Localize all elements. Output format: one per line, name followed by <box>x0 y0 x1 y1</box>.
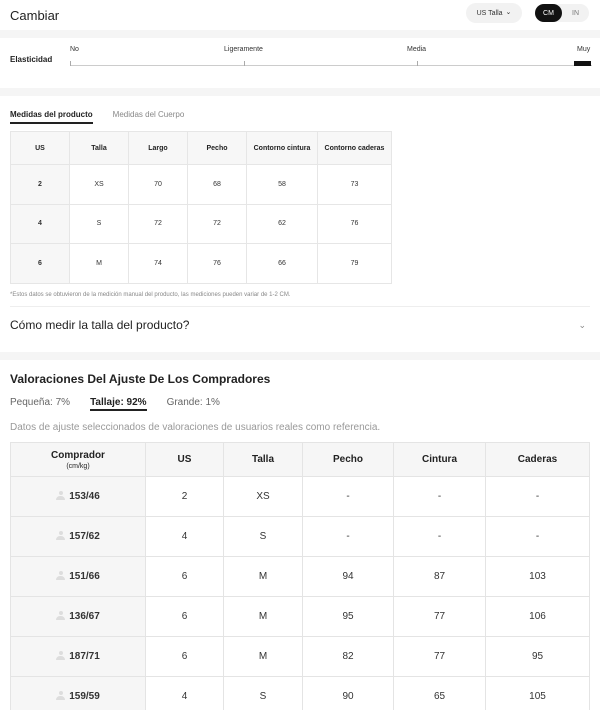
table-cell: 76 <box>188 244 247 284</box>
table-cell: 87 <box>394 557 486 597</box>
table-cell: 66 <box>247 244 318 284</box>
fit-ratings-title: Valoraciones Del Ajuste De Los Compradores <box>10 372 271 386</box>
buyer-measurements: 159/59 <box>69 691 100 702</box>
table-cell: 4 <box>146 517 224 557</box>
table-row <box>11 204 392 244</box>
table-cell: 6 <box>146 637 224 677</box>
table-cell: 6 <box>11 244 70 284</box>
elasticity-level-slight: Ligeramente <box>224 46 263 53</box>
column-header: Cintura <box>394 443 486 477</box>
column-header: Contorno caderas <box>318 132 392 165</box>
column-header: Pecho <box>303 443 394 477</box>
user-icon <box>56 691 65 700</box>
table-header-row <box>11 443 590 477</box>
how-to-measure-label: Cómo medir la talla del producto? <box>10 318 190 332</box>
elasticity-tick <box>70 61 71 66</box>
table-row <box>11 597 590 637</box>
buyer-measurements: 157/62 <box>69 531 100 542</box>
column-header: Comprador <box>51 449 105 461</box>
size-system-label: US Talla <box>476 9 503 17</box>
table-cell: 79 <box>318 244 392 284</box>
table-cell: XS <box>70 165 129 205</box>
table-cell: - <box>486 477 590 517</box>
column-header: Talla <box>224 443 303 477</box>
elasticity-tick <box>244 61 245 66</box>
table-cell: M <box>224 597 303 637</box>
fit-true-to-size: Tallaje: 92% <box>90 397 147 411</box>
table-cell: 6 <box>146 557 224 597</box>
table-row <box>11 244 392 284</box>
buyer-cell <box>11 477 146 517</box>
table-cell: - <box>303 517 394 557</box>
table-cell: 94 <box>303 557 394 597</box>
product-size-table <box>10 131 392 284</box>
column-header: US <box>146 443 224 477</box>
table-cell: 4 <box>11 204 70 244</box>
elasticity-scale-line <box>70 65 592 66</box>
table-cell: 95 <box>303 597 394 637</box>
table-cell: S <box>70 204 129 244</box>
elasticity-level-medium: Media <box>407 46 427 53</box>
table-cell: 6 <box>146 597 224 637</box>
table-row <box>11 477 590 517</box>
elasticity-section <box>0 38 600 88</box>
table-cell: 74 <box>129 244 188 284</box>
table-cell: 77 <box>394 597 486 637</box>
buyer-cell <box>11 637 146 677</box>
size-chart-section <box>0 96 600 352</box>
table-cell: 106 <box>486 597 590 637</box>
fit-description: Datos de ajuste seleccionados de valoraciones de usuarios reales como referencia. <box>10 422 381 433</box>
elasticity-label: Elasticidad <box>10 55 53 64</box>
header-bar <box>0 0 600 30</box>
elasticity-level-very: Muy <box>577 46 591 53</box>
table-cell: - <box>394 517 486 557</box>
table-cell: S <box>224 677 303 710</box>
table-cell: 90 <box>303 677 394 710</box>
table-cell: - <box>394 477 486 517</box>
fit-small: Pequeña: 7% <box>10 397 71 408</box>
column-header: Caderas <box>486 443 590 477</box>
table-cell: 95 <box>486 637 590 677</box>
table-cell: 58 <box>247 165 318 205</box>
page-title: Cambiar <box>10 7 60 23</box>
table-row <box>11 637 590 677</box>
table-cell: M <box>224 637 303 677</box>
column-header-unit: (cm/kg) <box>66 462 90 470</box>
elasticity-selected-marker <box>574 61 591 66</box>
table-row <box>11 165 392 205</box>
chevron-down-icon: ⌄ <box>578 319 586 330</box>
chevron-down-icon: ⌄ <box>505 9 512 16</box>
buyer-cell <box>11 517 146 557</box>
user-icon <box>56 611 65 620</box>
buyer-cell <box>11 557 146 597</box>
user-icon <box>56 531 65 540</box>
table-row <box>11 557 590 597</box>
elasticity-level-no: No <box>70 46 79 53</box>
unit-in-option[interactable]: IN <box>572 9 579 17</box>
table-cell: 2 <box>11 165 70 205</box>
table-cell: 105 <box>486 677 590 710</box>
table-cell: 72 <box>129 204 188 244</box>
user-icon <box>56 491 65 500</box>
buyer-cell <box>11 597 146 637</box>
unit-cm-option[interactable]: CM <box>535 4 562 22</box>
table-cell: 77 <box>394 637 486 677</box>
table-row <box>11 517 590 557</box>
table-cell: S <box>224 517 303 557</box>
buyer-fit-table <box>10 442 590 710</box>
table-cell: 82 <box>303 637 394 677</box>
table-row <box>11 677 590 710</box>
buyer-measurements: 151/66 <box>69 571 100 582</box>
fit-summary <box>10 397 590 411</box>
table-cell: - <box>303 477 394 517</box>
table-cell: 4 <box>146 677 224 710</box>
table-cell: 65 <box>394 677 486 710</box>
column-header: Talla <box>70 132 129 165</box>
buyer-measurements: 187/71 <box>69 651 100 662</box>
fit-large: Grande: 1% <box>166 397 220 408</box>
table-cell: 2 <box>146 477 224 517</box>
table-cell: 76 <box>318 204 392 244</box>
column-header-buyer <box>11 443 146 477</box>
measurement-note: *Estos datos se obtuvieron de la medición manual del producto, las mediciones pueden variar de 1-2 CM. <box>10 291 291 298</box>
column-header: Largo <box>129 132 188 165</box>
table-cell: 73 <box>318 165 392 205</box>
fit-ratings-section <box>0 360 600 710</box>
table-cell: - <box>486 517 590 557</box>
elasticity-tick <box>417 61 418 66</box>
buyer-measurements: 136/67 <box>69 611 100 622</box>
how-to-measure-row[interactable] <box>10 306 590 344</box>
column-header: Pecho <box>188 132 247 165</box>
table-cell: XS <box>224 477 303 517</box>
column-header: US <box>11 132 70 165</box>
table-cell: 68 <box>188 165 247 205</box>
unit-toggle[interactable] <box>535 4 589 22</box>
tab-product-measurements[interactable]: Medidas del producto <box>10 110 93 124</box>
table-cell: 103 <box>486 557 590 597</box>
table-header-row <box>11 132 392 165</box>
tab-body-measurements[interactable]: Medidas del Cuerpo <box>112 110 185 119</box>
table-cell: M <box>70 244 129 284</box>
table-cell: M <box>224 557 303 597</box>
table-cell: 62 <box>247 204 318 244</box>
column-header: Contorno cintura <box>247 132 318 165</box>
user-icon <box>56 651 65 660</box>
buyer-measurements: 153/46 <box>69 491 100 502</box>
table-cell: 70 <box>129 165 188 205</box>
size-chart-tabs <box>10 110 590 124</box>
table-cell: 72 <box>188 204 247 244</box>
user-icon <box>56 571 65 580</box>
size-system-select[interactable] <box>466 3 522 23</box>
buyer-cell <box>11 677 146 710</box>
